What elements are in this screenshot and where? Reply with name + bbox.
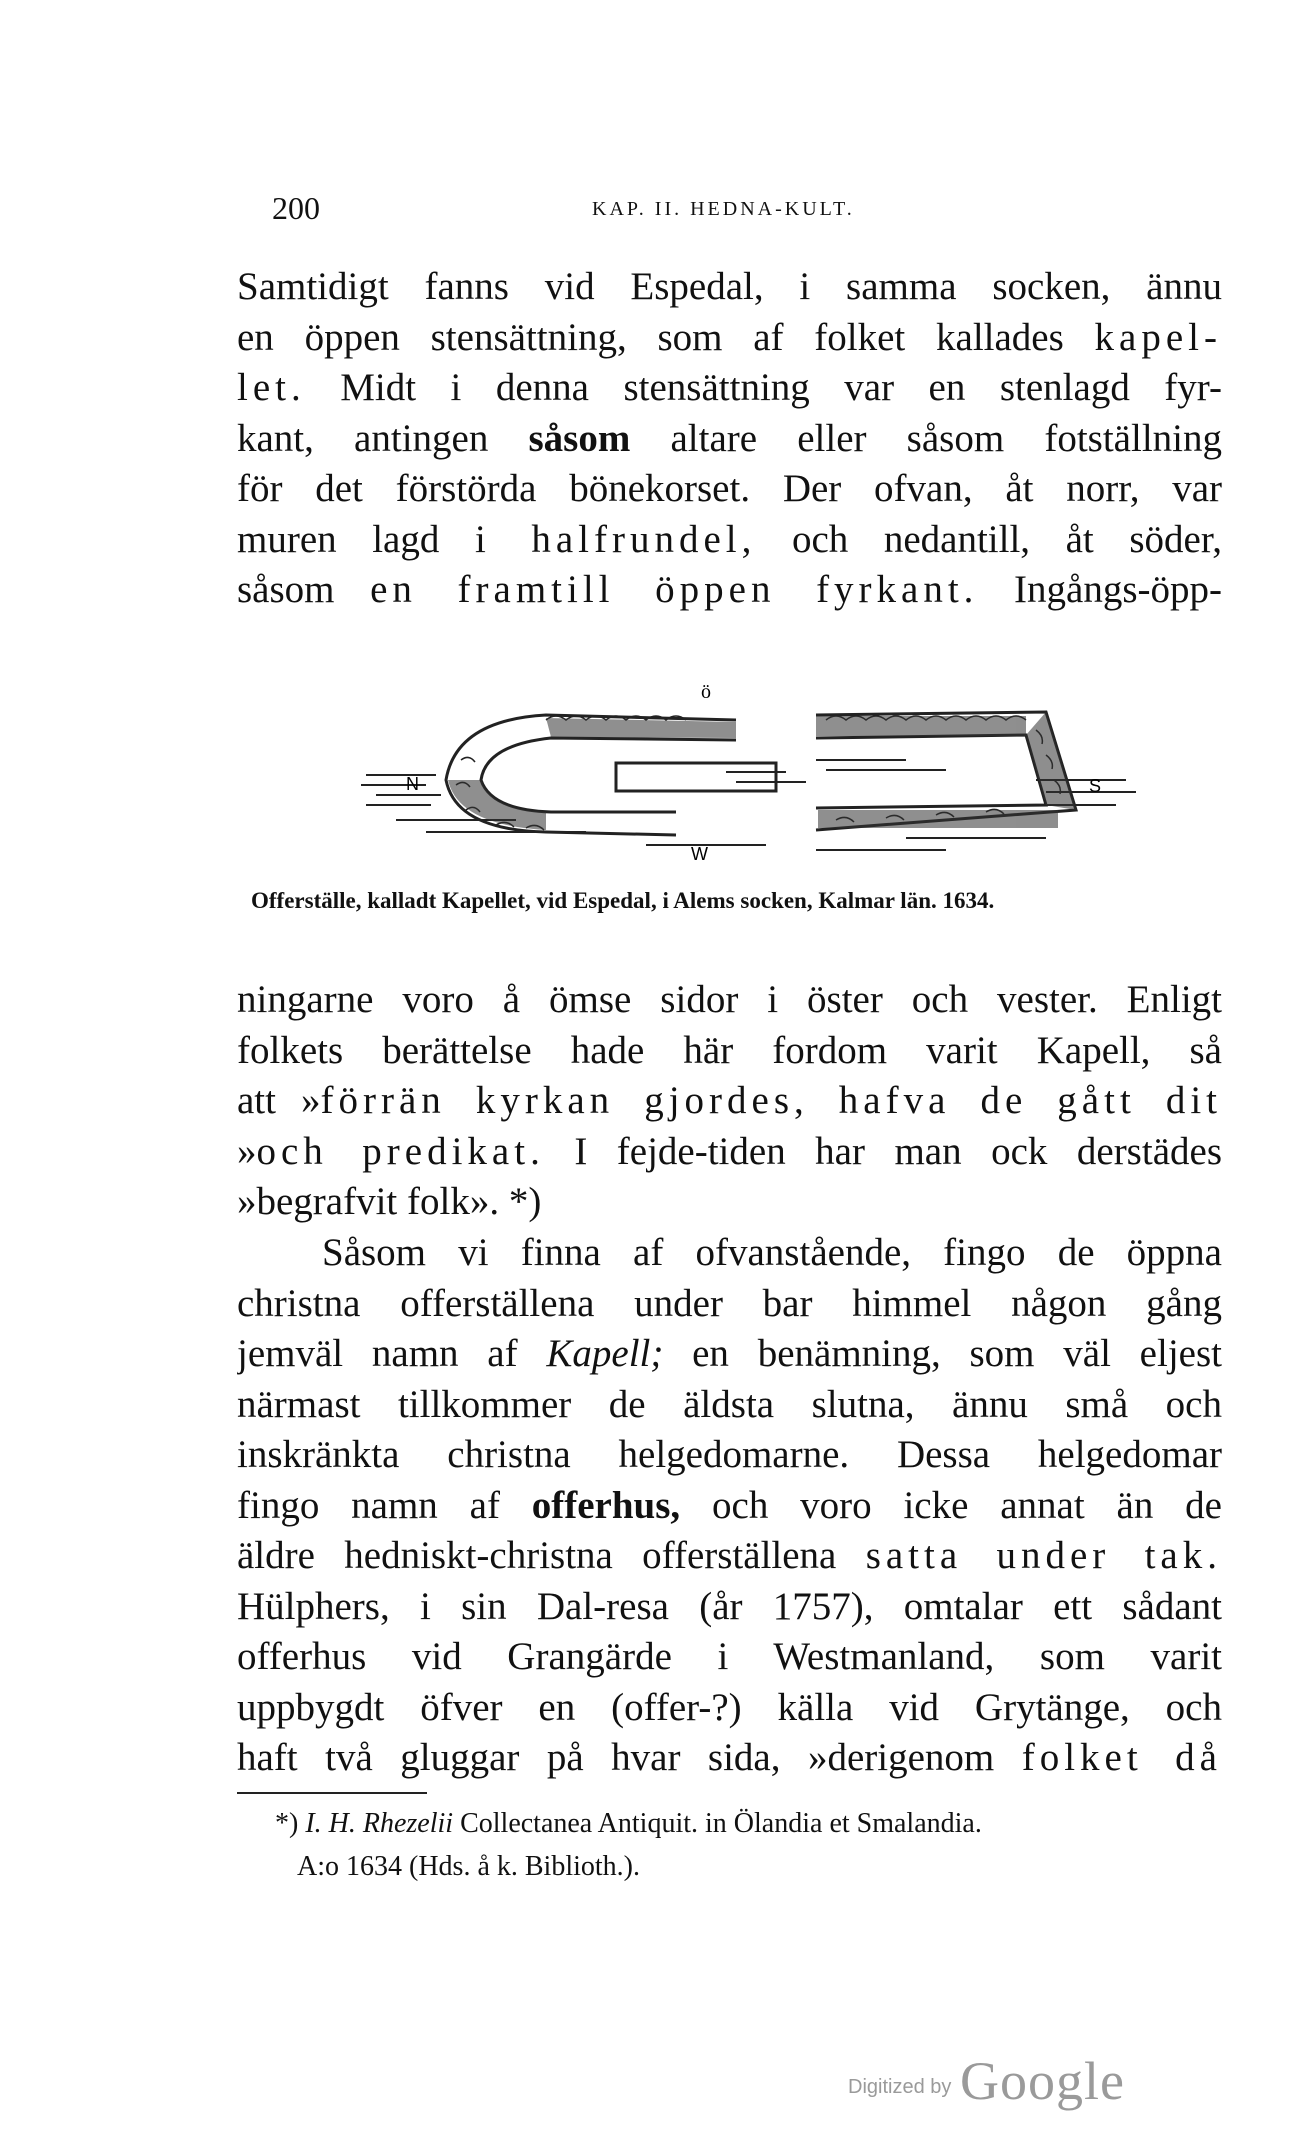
stone-setting-illustration (346, 660, 1146, 885)
label-west: W (691, 844, 708, 864)
label-top: ö (701, 681, 711, 703)
footnote-line-1: *) I. H. Rhezelii Collectanea Antiquit. in Ölandia et Smalandia. (275, 1808, 982, 1839)
text-line: att »förrän kyrkan gjordes, hafva de gått dit (237, 1079, 1222, 1122)
label-south: S (1089, 776, 1102, 796)
text-line: uppbygdt öfver en (offer-?) källa vid Grytänge, och (237, 1685, 1222, 1729)
text-line: haft två gluggar på hvar sida, »derigenom folket då (237, 1736, 1222, 1779)
page-header (272, 190, 1202, 230)
text-line: »begrafvit folk». *) (237, 1180, 542, 1223)
text-line: christna offerställena under bar himmel någon gång (237, 1281, 1222, 1325)
paragraph-2 (237, 975, 1222, 1228)
text-line: »och predikat. I fejde-tiden har man ock derstädes (237, 1129, 1222, 1173)
text-line: ningarne voro å ömse sidor i öster och vester. Enligt (237, 978, 1222, 1021)
text-line: folkets berättelse hade här fordom varit Kapell, så (237, 1028, 1222, 1072)
footnote-line-2: A:o 1634 (Hds. å k. Biblioth.). (297, 1851, 640, 1882)
footnote-rule (237, 1792, 427, 1794)
text-line: kant, antingen såsom altare eller såsom fotställning (237, 416, 1222, 460)
running-head: KAP. II. HEDNA-KULT. (592, 198, 855, 220)
text-line: jemväl namn af Kapell; en benämning, som väl eljest (237, 1332, 1222, 1375)
text-line: Såsom vi finna af ofvanstående, fingo de öppna (322, 1231, 1222, 1274)
text-line: let. Midt i denna stensättning var en stenlagd fyr- (237, 366, 1222, 409)
text-line: muren lagd i halfrundel, och nedantill, åt söder, (237, 517, 1222, 561)
text-line: fingo namn af offerhus, och voro icke annat än de (237, 1483, 1222, 1527)
page-number: 200 (272, 190, 320, 226)
paragraph-3 (237, 1228, 1222, 1784)
text-line: Samtidigt fanns vid Espedal, i samma socken, ännu (237, 265, 1222, 308)
label-north: N (406, 774, 419, 794)
text-line: såsom en framtill öppen fyrkant. Ingångs-öpp- (237, 568, 1222, 611)
illustration-svg (346, 660, 1146, 885)
text-line: för det förstörda bönekorset. Der ofvan, åt norr, var (237, 467, 1222, 510)
text-line: inskränkta christna helgedomarne. Dessa helgedomar (237, 1433, 1222, 1476)
figure-caption: Offerställe, kalladt Kapellet, vid Espedal, i Alems socken, Kalmar län. 1634. (251, 888, 995, 913)
text-line: en öppen stensättning, som af folket kallades kapel- (237, 315, 1222, 359)
text-line: Hülphers, i sin Dal-resa (år 1757), omtalar ett sådant (237, 1584, 1222, 1628)
paragraph-1 (237, 262, 1222, 616)
text-line: offerhus vid Grangärde i Westmanland, som varit (237, 1635, 1222, 1678)
text-line: äldre hedniskt-christna offerställena satta under tak. (237, 1534, 1222, 1577)
google-logo: Google (960, 2051, 1125, 2111)
watermark-prefix: Digitized by (848, 2076, 952, 2098)
digitized-by-google-watermark (848, 2050, 1148, 2110)
text-line: närmast tillkommer de äldsta slutna, ännu små och (237, 1382, 1222, 1426)
